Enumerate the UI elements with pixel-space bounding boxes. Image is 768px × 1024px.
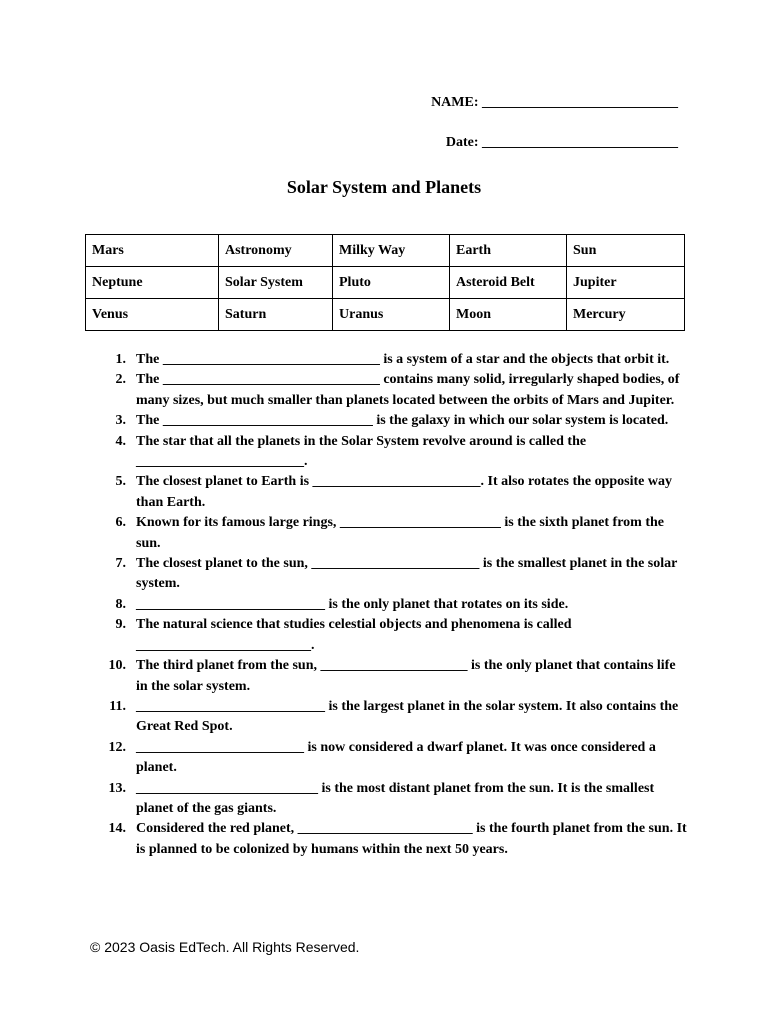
- question-text: __________________________ is the most distant planet from the sun. It is the smallest planet of the gas giants.: [136, 780, 658, 816]
- question-item: [0, 738, 768, 779]
- question-item: [0, 472, 768, 513]
- question-text: ________________________ is now considered a dwarf planet. It was once considered a planet.: [136, 739, 660, 776]
- question-number: 11.: [109, 698, 126, 714]
- question-text: The natural science that studies celestial objects and phenomena is called _________________________.: [136, 617, 576, 653]
- question-number: 8.: [115, 596, 126, 612]
- word-bank-cell: Jupiter: [567, 267, 685, 299]
- question-number: 12.: [108, 739, 126, 755]
- word-bank-cell: Neptune: [86, 267, 219, 299]
- question-item: [0, 554, 768, 595]
- question-item: [0, 350, 768, 370]
- question-number: 5.: [115, 474, 126, 490]
- question-item: [0, 595, 768, 615]
- word-bank-cell: Milky Way: [333, 235, 450, 267]
- word-bank-cell: Asteroid Belt: [450, 267, 567, 299]
- word-bank-cell: Mars: [86, 235, 219, 267]
- word-bank-table: [85, 234, 685, 331]
- question-item: [0, 779, 768, 820]
- question-number: 4.: [115, 433, 126, 449]
- question-item: [0, 432, 768, 473]
- worksheet-title: Solar System and Planets: [286, 177, 482, 197]
- word-bank-cell: Mercury: [567, 299, 685, 331]
- question-text: The ______________________________ is the galaxy in which our solar system is located.: [136, 413, 669, 429]
- question-item: [0, 697, 768, 738]
- word-bank-cell: Pluto: [333, 267, 450, 299]
- word-bank-row: [86, 235, 685, 267]
- question-item: [0, 819, 768, 860]
- question-text: ___________________________ is the only planet that rotates on its side.: [136, 596, 569, 612]
- question-number: 9.: [115, 617, 126, 633]
- question-number: 1.: [115, 352, 126, 367]
- question-list: [0, 350, 768, 860]
- copyright-footer: © 2023 Oasis EdTech. All Rights Reserved.: [90, 939, 360, 955]
- word-bank-row: [86, 267, 685, 299]
- word-bank-cell: Venus: [86, 299, 219, 331]
- word-bank-cell: Earth: [450, 235, 567, 267]
- question-item: [0, 370, 768, 411]
- question-text: The star that all the planets in the Solar System revolve around is called the ________________________.: [136, 433, 590, 470]
- question-item: [0, 615, 768, 656]
- question-item: [0, 513, 768, 554]
- question-number: 7.: [115, 556, 126, 572]
- question-number: 6.: [115, 515, 126, 531]
- question-text: The _______________________________ contains many solid, irregularly shaped bodies, of many sizes, but much smaller than planets located between the orbits of Mars and Jupiter.: [136, 372, 683, 408]
- question-number: 3.: [115, 413, 126, 429]
- question-text: ___________________________ is the largest planet in the solar system. It also contains the Great Red Spot.: [136, 698, 682, 735]
- question-number: 14.: [108, 821, 126, 837]
- question-text: The closest planet to Earth is ________________________. It also rotates the opposite way than Earth.: [136, 474, 676, 510]
- question-text: Considered the red planet, _________________________ is the fourth planet from the sun. It is planned to be colonized by humans within the next 50 years.: [136, 821, 691, 857]
- question-text: The third planet from the sun, _____________________ is the only planet that contains life in the solar system.: [136, 658, 680, 694]
- question-number: 13.: [108, 780, 126, 796]
- name-field: NAME: ____________________________: [431, 95, 678, 110]
- question-item: [0, 656, 768, 697]
- date-field: Date: ____________________________: [445, 135, 678, 150]
- question-number: 2.: [115, 372, 126, 388]
- word-bank-cell: Solar System: [219, 267, 333, 299]
- question-item: [0, 411, 768, 431]
- word-bank-row: [86, 299, 685, 331]
- word-bank-cell: Moon: [450, 299, 567, 331]
- question-number: 10.: [108, 658, 126, 674]
- word-bank-cell: Uranus: [333, 299, 450, 331]
- word-bank-cell: Saturn: [219, 299, 333, 331]
- question-text: The closest planet to the sun, ________________________ is the smallest planet in the solar system.: [136, 556, 681, 592]
- word-bank-cell: Astronomy: [219, 235, 333, 267]
- question-text: The _______________________________ is a system of a star and the objects that orbit it.: [136, 352, 670, 367]
- word-bank-cell: Sun: [567, 235, 685, 267]
- question-text: Known for its famous large rings, _______________________ is the sixth planet from the sun.: [136, 515, 668, 551]
